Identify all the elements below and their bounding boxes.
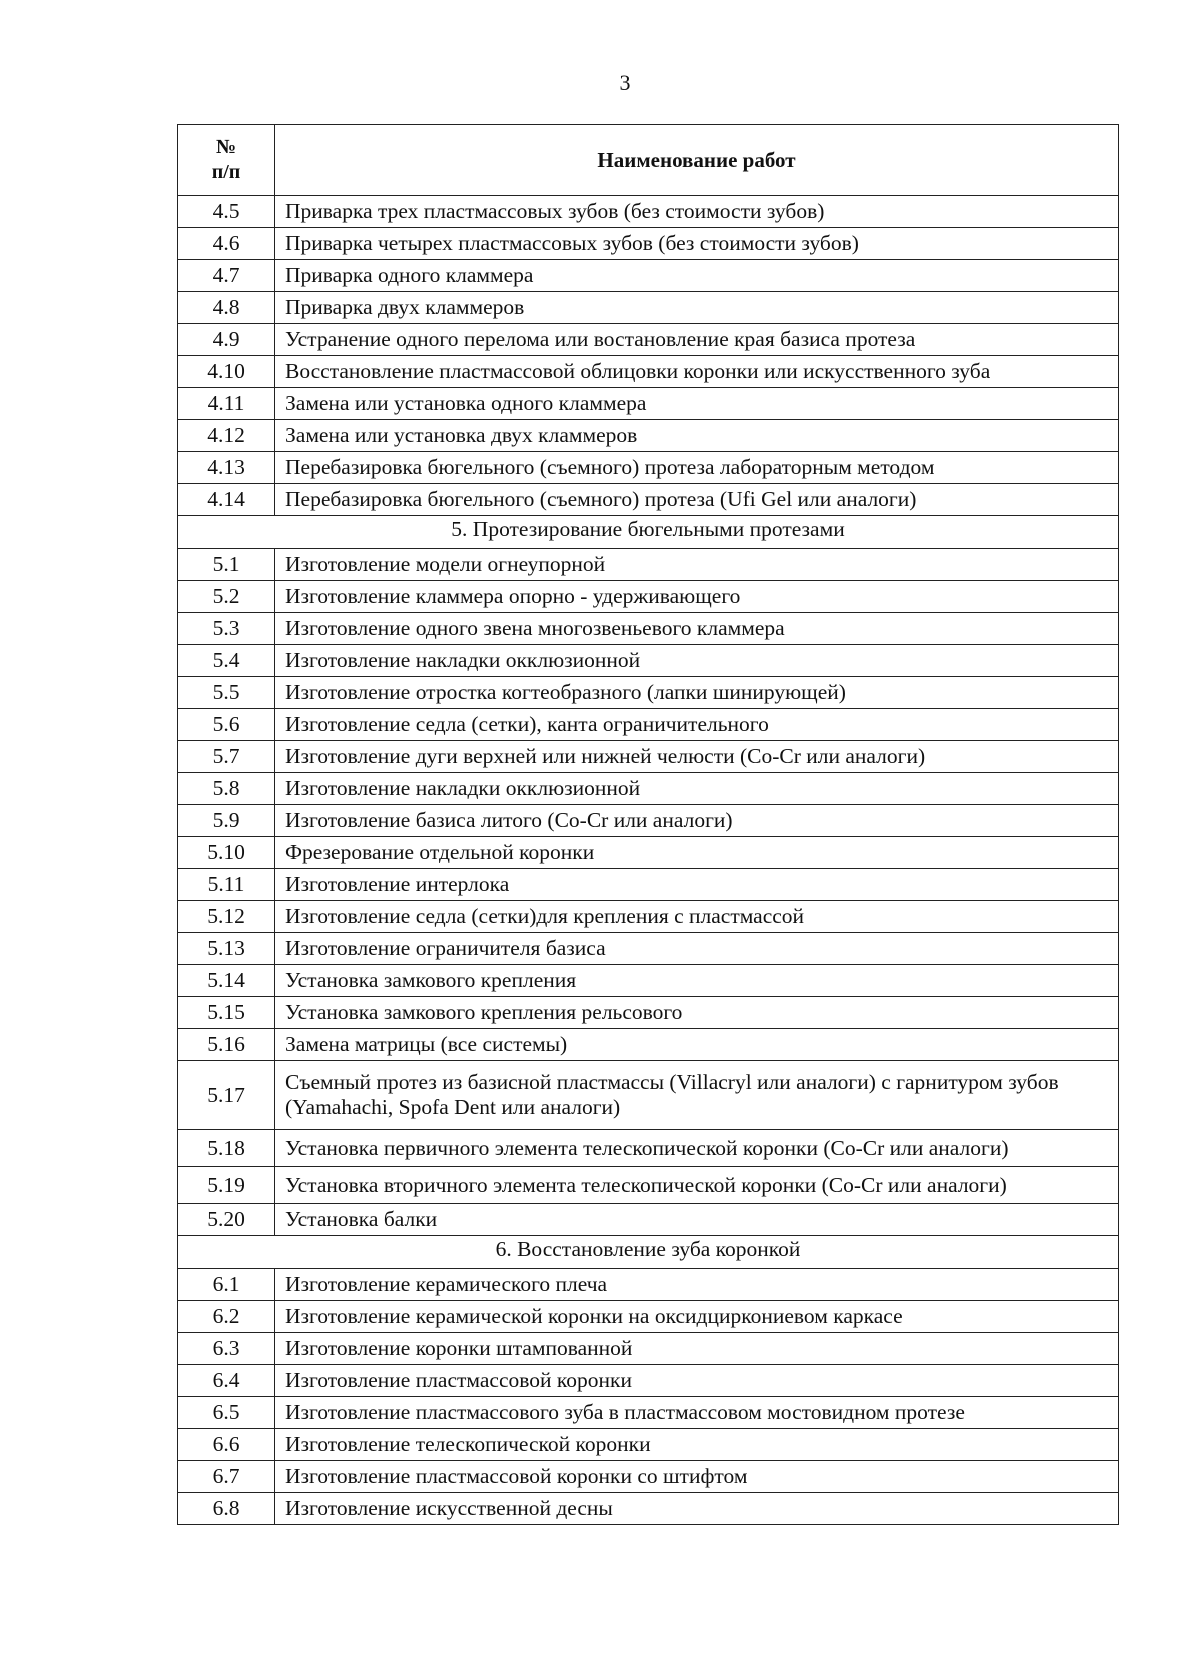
row-number: 4.10: [178, 356, 275, 388]
row-number: 5.15: [178, 997, 275, 1029]
table-row: [178, 1429, 1119, 1461]
table-row: [178, 484, 1119, 516]
row-work-name: Приварка четырех пластмассовых зубов (без стоимости зубов): [275, 228, 1119, 260]
row-number: 5.17: [178, 1061, 275, 1130]
row-number: 5.11: [178, 869, 275, 901]
table-body: [178, 196, 1119, 1525]
table-row: [178, 1269, 1119, 1301]
row-work-name: Изготовление одного звена многозвеньевого кламмера: [275, 613, 1119, 645]
table-row: [178, 773, 1119, 805]
row-number: 5.7: [178, 741, 275, 773]
row-work-name: Изготовление пластмассового зуба в пластмассовом мостовидном протезе: [275, 1397, 1119, 1429]
table-row: [178, 1061, 1119, 1130]
row-work-name: Восстановление пластмассовой облицовки коронки или искусственного зуба: [275, 356, 1119, 388]
table-row: [178, 677, 1119, 709]
row-work-name: Изготовление ограничителя базиса: [275, 933, 1119, 965]
table-row: [178, 388, 1119, 420]
row-work-name: Фрезерование отдельной коронки: [275, 837, 1119, 869]
row-number: 5.2: [178, 581, 275, 613]
table-row: [178, 228, 1119, 260]
row-work-name: Изготовление базиса литого (Co-Cr или аналоги): [275, 805, 1119, 837]
row-work-name: Приварка двух кламмеров: [275, 292, 1119, 324]
row-number: 6.4: [178, 1365, 275, 1397]
table-row: [178, 356, 1119, 388]
row-work-name: Устранение одного перелома или востановление края базиса протеза: [275, 324, 1119, 356]
row-work-name: Приварка одного кламмера: [275, 260, 1119, 292]
table-row: [178, 324, 1119, 356]
row-number: 5.16: [178, 1029, 275, 1061]
row-number: 5.18: [178, 1130, 275, 1167]
row-number: 6.1: [178, 1269, 275, 1301]
row-number: 6.7: [178, 1461, 275, 1493]
row-number: 5.20: [178, 1204, 275, 1236]
table-row: [178, 260, 1119, 292]
table-header-row: [178, 125, 1119, 196]
row-work-name: Замена матрицы (все системы): [275, 1029, 1119, 1061]
row-number: 5.5: [178, 677, 275, 709]
row-number: 5.3: [178, 613, 275, 645]
row-number: 5.12: [178, 901, 275, 933]
row-work-name: Изготовление пластмассовой коронки со штифтом: [275, 1461, 1119, 1493]
table-row: [178, 1493, 1119, 1525]
row-number: 6.8: [178, 1493, 275, 1525]
table-row: [178, 196, 1119, 228]
row-work-name: Изготовление седла (сетки), канта ограничительного: [275, 709, 1119, 741]
row-number: 5.4: [178, 645, 275, 677]
table-row: [178, 805, 1119, 837]
table-row: [178, 709, 1119, 741]
table-row: [178, 837, 1119, 869]
section-header-row: [178, 1236, 1119, 1269]
header-name-column: Наименование работ: [275, 125, 1119, 196]
row-number: 4.14: [178, 484, 275, 516]
header-number-column: [178, 125, 275, 196]
table-row: [178, 292, 1119, 324]
row-work-name: Изготовление накладки окклюзионной: [275, 645, 1119, 677]
row-work-name: Замена или установка одного кламмера: [275, 388, 1119, 420]
row-number: 6.2: [178, 1301, 275, 1333]
table-row: [178, 1029, 1119, 1061]
row-work-name: Приварка трех пластмассовых зубов (без стоимости зубов): [275, 196, 1119, 228]
row-number: 4.11: [178, 388, 275, 420]
row-work-name: Изготовление телескопической коронки: [275, 1429, 1119, 1461]
table-row: [178, 420, 1119, 452]
table-row: [178, 581, 1119, 613]
row-work-name: Изготовление модели огнеупорной: [275, 549, 1119, 581]
row-number: 4.7: [178, 260, 275, 292]
row-work-name: Изготовление седла (сетки)для крепления с пластмассой: [275, 901, 1119, 933]
row-work-name: Изготовление керамической коронки на оксидциркониевом каркасе: [275, 1301, 1119, 1333]
table-row: [178, 1301, 1119, 1333]
row-work-name: Изготовление керамического плеча: [275, 1269, 1119, 1301]
section-header-row: [178, 516, 1119, 549]
page-number: 3: [619, 70, 631, 95]
row-number: 6.5: [178, 1397, 275, 1429]
table-row: [178, 997, 1119, 1029]
row-work-name: Замена или установка двух кламмеров: [275, 420, 1119, 452]
row-work-name: Изготовление кламмера опорно - удерживающего: [275, 581, 1119, 613]
table-row: [178, 1130, 1119, 1167]
table-row: [178, 741, 1119, 773]
table-row: [178, 645, 1119, 677]
section-title: 6. Восстановление зуба коронкой: [178, 1236, 1119, 1269]
table-row: [178, 1333, 1119, 1365]
row-work-name: Перебазировка бюгельного (съемного) протеза (Ufi Gel или аналоги): [275, 484, 1119, 516]
row-work-name: Изготовление интерлока: [275, 869, 1119, 901]
table-row: [178, 1397, 1119, 1429]
row-work-name: Перебазировка бюгельного (съемного) протеза лабораторным методом: [275, 452, 1119, 484]
row-number: 4.5: [178, 196, 275, 228]
table-row: [178, 1204, 1119, 1236]
row-number: 5.8: [178, 773, 275, 805]
row-work-name: Установка замкового крепления рельсового: [275, 997, 1119, 1029]
row-work-name: Установка вторичного элемента телескопической коронки (Co-Cr или аналоги): [275, 1167, 1119, 1204]
table-row: [178, 613, 1119, 645]
table-row: [178, 1167, 1119, 1204]
row-number: 6.3: [178, 1333, 275, 1365]
table-row: [178, 1365, 1119, 1397]
row-number: 5.14: [178, 965, 275, 997]
row-work-name: Изготовление дуги верхней или нижней челюсти (Co-Cr или аналоги): [275, 741, 1119, 773]
table-row: [178, 869, 1119, 901]
row-number: 5.13: [178, 933, 275, 965]
row-number: 4.12: [178, 420, 275, 452]
row-work-name: Изготовление накладки окклюзионной: [275, 773, 1119, 805]
row-work-name: Изготовление искусственной десны: [275, 1493, 1119, 1525]
table-row: [178, 549, 1119, 581]
header-number-symbol: №: [215, 136, 237, 158]
row-work-name: Установка первичного элемента телескопической коронки (Co-Cr или аналоги): [275, 1130, 1119, 1167]
section-title: 5. Протезирование бюгельными протезами: [178, 516, 1119, 549]
row-number: 5.1: [178, 549, 275, 581]
table-row: [178, 1461, 1119, 1493]
row-number: 4.9: [178, 324, 275, 356]
works-table: [177, 124, 1119, 1525]
row-number: 4.6: [178, 228, 275, 260]
row-number: 4.13: [178, 452, 275, 484]
row-number: 5.10: [178, 837, 275, 869]
row-work-name: Изготовление отростка когтеобразного (лапки шинирующей): [275, 677, 1119, 709]
row-number: 4.8: [178, 292, 275, 324]
row-work-name: Изготовление пластмассовой коронки: [275, 1365, 1119, 1397]
row-number: 6.6: [178, 1429, 275, 1461]
table-row: [178, 901, 1119, 933]
row-work-name: Изготовление коронки штампованной: [275, 1333, 1119, 1365]
row-number: 5.9: [178, 805, 275, 837]
table-row: [178, 933, 1119, 965]
row-number: 5.19: [178, 1167, 275, 1204]
table-row: [178, 965, 1119, 997]
row-work-name: Установка замкового крепления: [275, 965, 1119, 997]
row-work-name: Съемный протез из базисной пластмассы (Villacryl или аналоги) с гарнитуром зубов (Yamahachi, Spofa Dent или аналоги): [275, 1061, 1119, 1130]
row-number: 5.6: [178, 709, 275, 741]
table-row: [178, 452, 1119, 484]
row-work-name: Установка балки: [275, 1204, 1119, 1236]
header-number-abbrev: п/п: [211, 161, 241, 183]
